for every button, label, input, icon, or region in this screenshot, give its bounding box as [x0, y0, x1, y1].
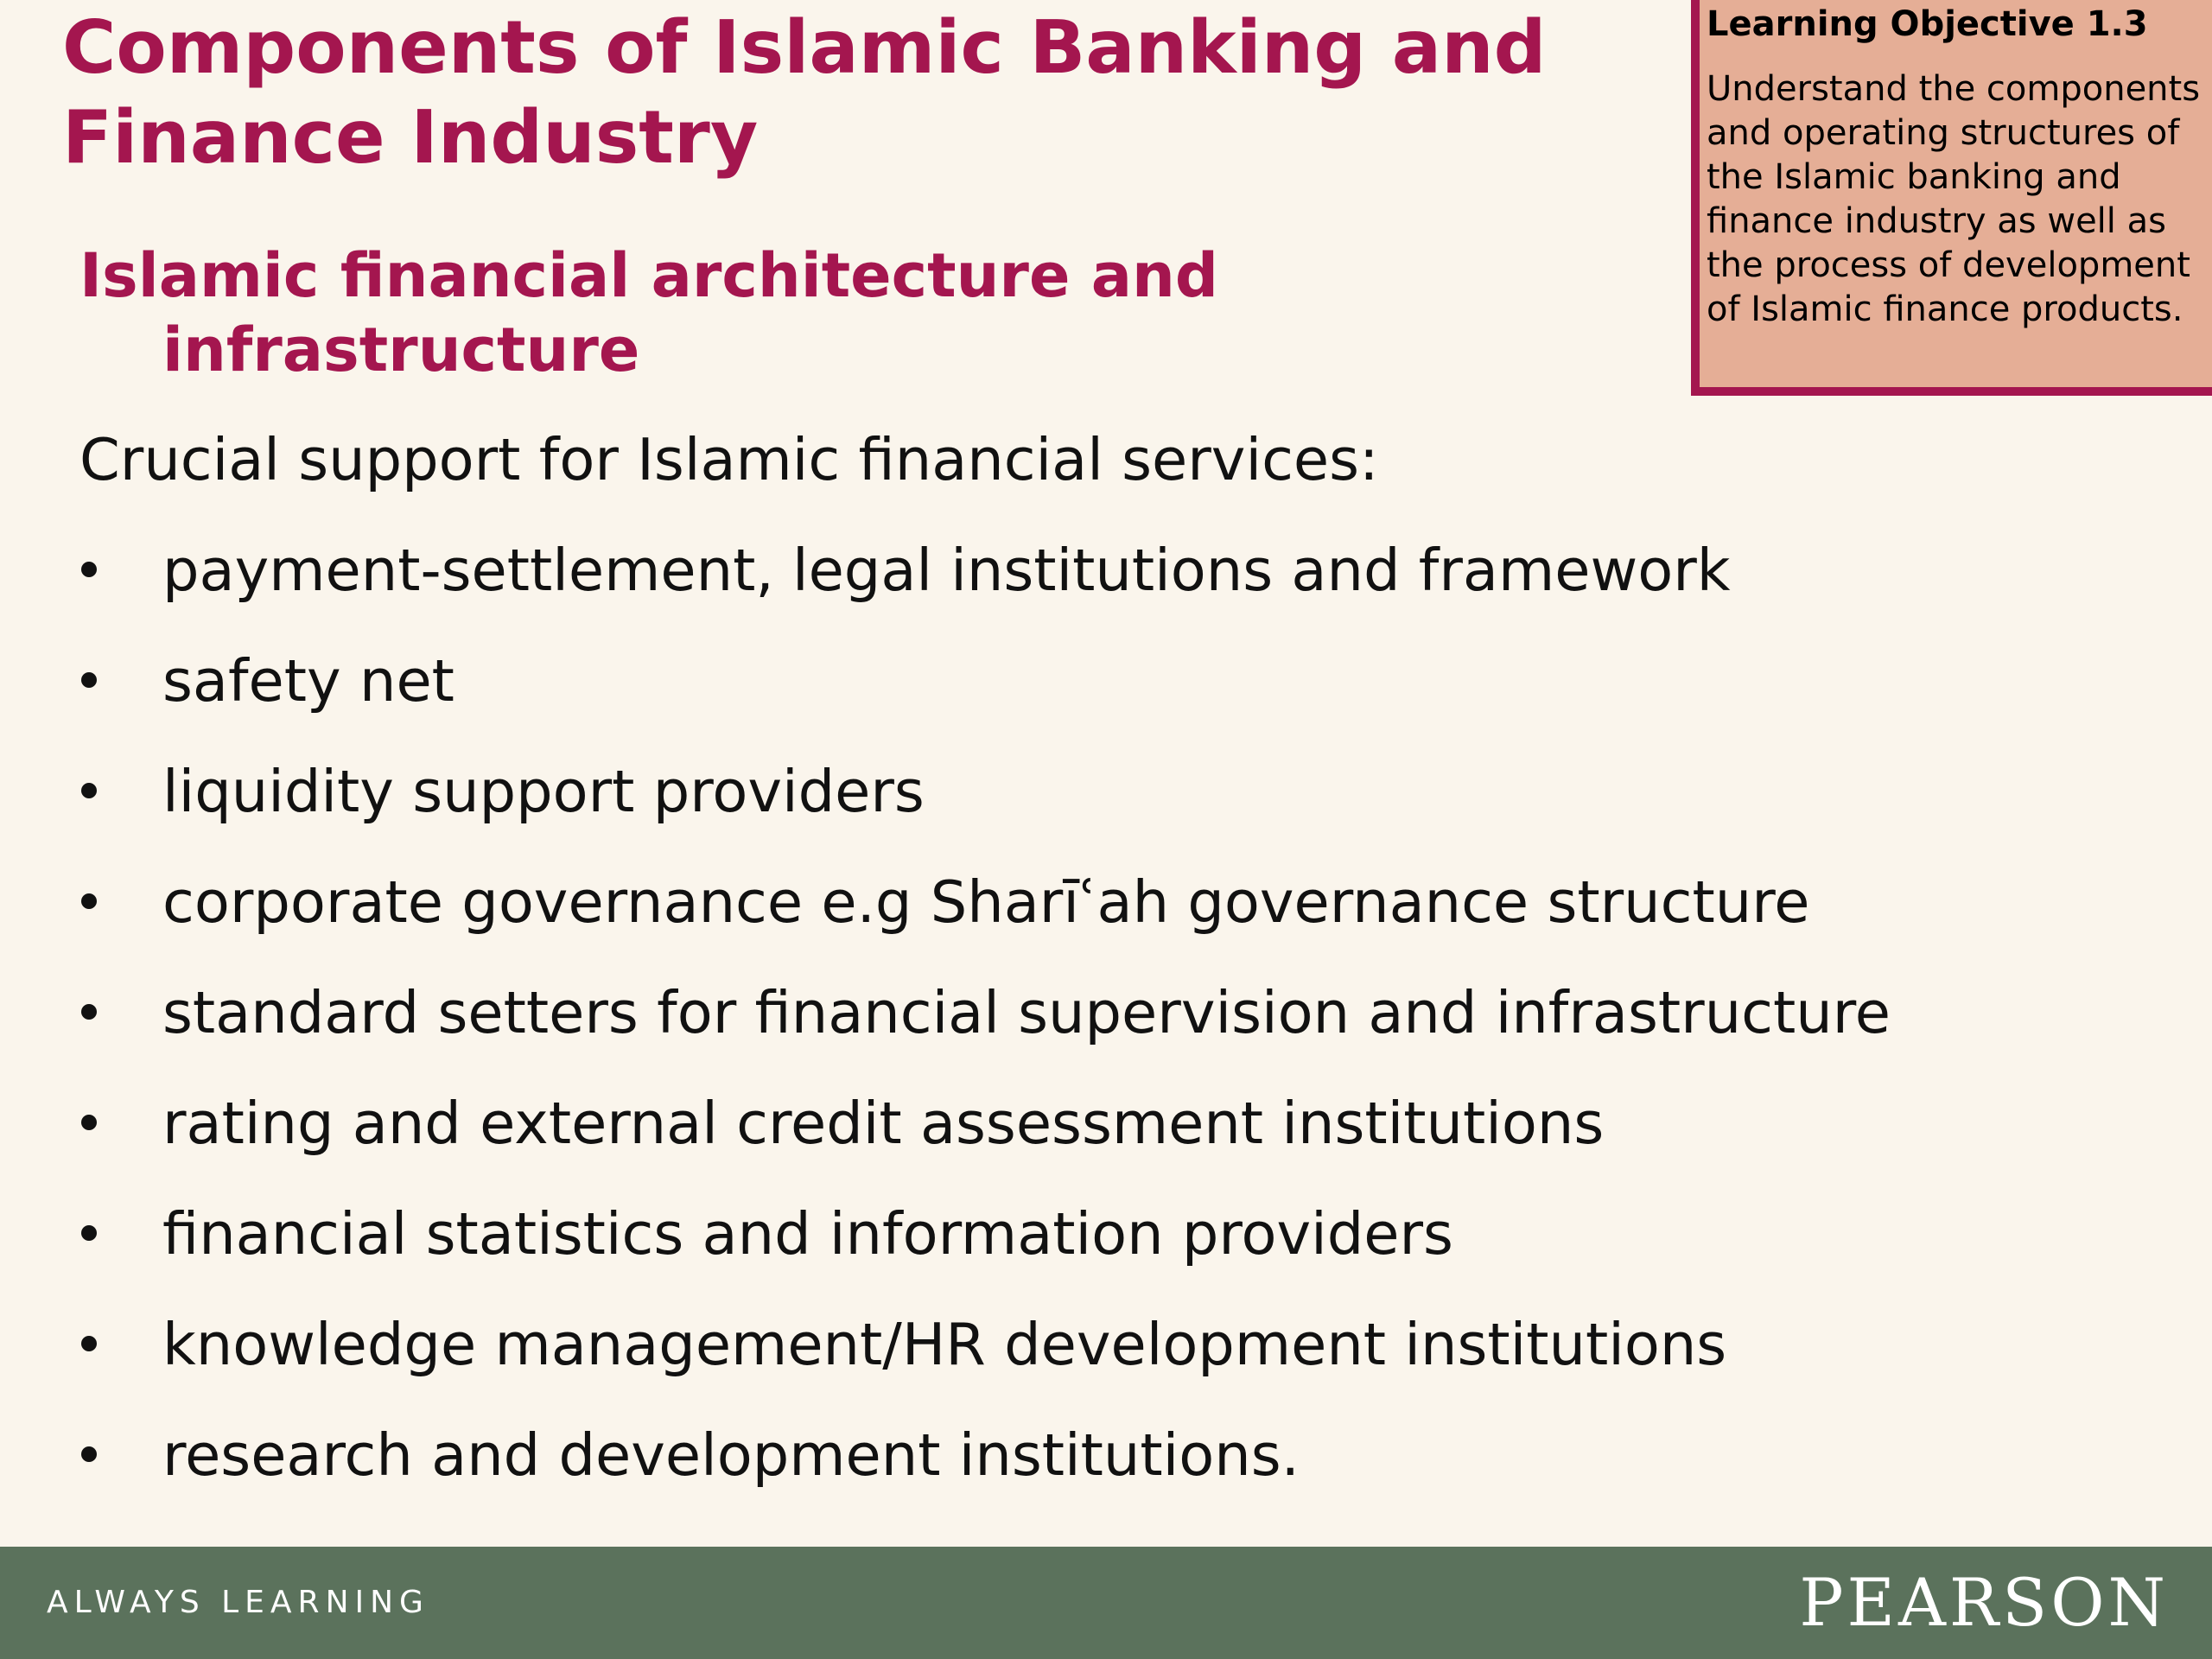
- learning-objective-text: Understand the components and operating structures of the Islamic banking and finance industry as well as the process of development of Islamic finance products.: [1707, 69, 2201, 329]
- bullet-dot-icon: [81, 562, 97, 577]
- bullet-text: liquidity support providers: [162, 758, 925, 825]
- bullet-dot-icon: [81, 1336, 97, 1351]
- bullet-text: safety net: [162, 647, 454, 715]
- bullet-text: knowledge management/HR development institutions: [162, 1311, 1727, 1378]
- bullet-dot-icon: [81, 672, 97, 688]
- section-subheading: Islamic financial architecture and infrastructure: [79, 240, 1218, 385]
- bullet-text: payment-settlement, legal institutions and framework: [162, 537, 1731, 604]
- bullet-dot-icon: [81, 1446, 97, 1462]
- footer-bar: [0, 1547, 2212, 1659]
- slide-title: Components of Islamic Banking and Finance Industry: [62, 5, 1547, 181]
- learning-objective-box: [1691, 0, 2212, 396]
- pearson-logo: PEARSON: [1799, 1564, 2169, 1641]
- bullet-dot-icon: [81, 1004, 97, 1020]
- intro-text: Crucial support for Islamic financial services:: [79, 426, 1379, 493]
- learning-objective-heading: Learning Objective 1.3: [1707, 4, 2148, 44]
- bullet-dot-icon: [81, 1225, 97, 1241]
- bullet-text: financial statistics and information providers: [162, 1200, 1453, 1268]
- bullet-dot-icon: [81, 783, 97, 798]
- bullet-text: corporate governance e.g Sharīʿah governance structure: [162, 868, 1810, 936]
- bullet-text: rating and external credit assessment institutions: [162, 1090, 1605, 1157]
- bullet-dot-icon: [81, 893, 97, 909]
- bullet-text: research and development institutions.: [162, 1421, 1300, 1489]
- footer-tagline: ALWAYS LEARNING: [47, 1585, 429, 1620]
- bullet-dot-icon: [81, 1115, 97, 1130]
- bullet-text: standard setters for financial supervision and infrastructure: [162, 979, 1891, 1046]
